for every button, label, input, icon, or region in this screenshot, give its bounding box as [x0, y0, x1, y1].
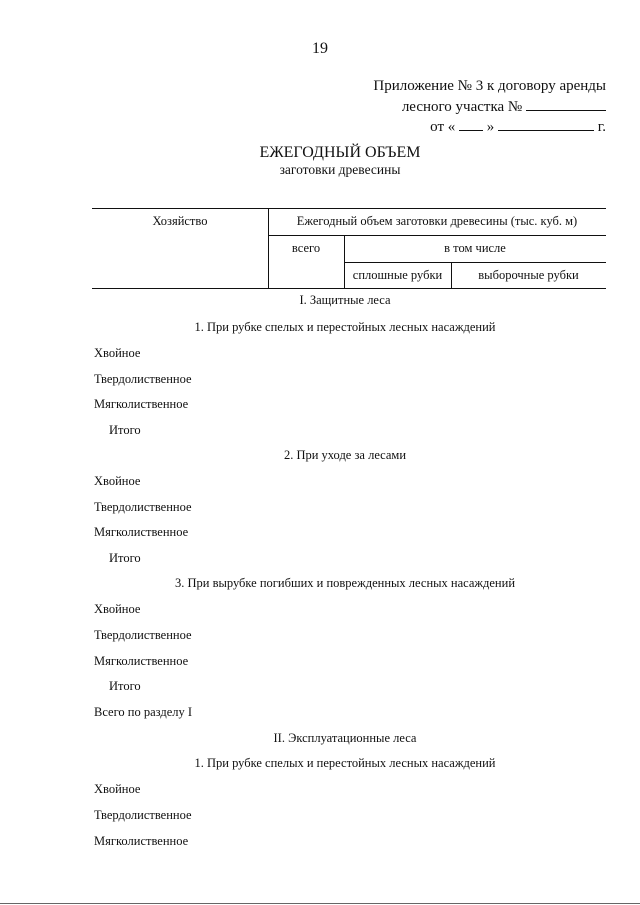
row-subtotal: Итого — [109, 423, 141, 437]
including-header-rule — [344, 262, 606, 263]
year-suffix: г. — [597, 119, 606, 135]
row-hardwood: Твердолиственное — [94, 628, 192, 642]
row-hardwood: Твердолиственное — [94, 500, 192, 514]
row-conifer: Хвойное — [94, 474, 141, 488]
row-hardwood: Твердолиственное — [94, 372, 192, 386]
appendix-line-2 — [402, 96, 606, 117]
date-quote-close: » — [486, 119, 495, 135]
volume-header-rule — [268, 235, 606, 236]
section-1-2-heading: 2. При уходе за лесами — [283, 448, 407, 462]
row-subtotal: Итого — [109, 551, 141, 565]
row-subtotal: Итого — [109, 679, 141, 693]
row-softwood: Мягколиственное — [94, 397, 189, 411]
table-bottom-rule — [92, 288, 606, 289]
date-day-blank — [459, 116, 483, 131]
section-1-heading: I. Защитные леса — [299, 293, 391, 307]
document-title: ЕЖЕГОДНЫЙ ОБЪЕМ — [259, 144, 421, 161]
date-from-label: от « — [430, 119, 456, 135]
header-farm: Хозяйство — [152, 214, 208, 228]
header-including: в том числе — [444, 241, 506, 255]
row-softwood: Мягколиственное — [94, 525, 189, 539]
date-month-blank — [498, 116, 594, 131]
row-softwood: Мягколиственное — [94, 654, 189, 668]
lease-number-blank — [526, 96, 606, 111]
header-total: всего — [291, 241, 321, 255]
section-2-1-heading: 1. При рубке спелых и перестойных лесных насаждений — [194, 756, 496, 770]
section-1-1-heading: 1. При рубке спелых и перестойных лесных насаждений — [194, 320, 496, 334]
header-annual-volume: Ежегодный объем заготовки древесины (тыс. куб. м) — [296, 214, 578, 228]
row-softwood: Мягколиственное — [94, 834, 189, 848]
appendix-line-3 — [430, 116, 606, 137]
row-hardwood: Твердолиственное — [94, 808, 192, 822]
page-number: 19 — [312, 40, 328, 57]
row-conifer: Хвойное — [94, 602, 141, 616]
document-subtitle: заготовки древесины — [279, 162, 401, 177]
page-bottom-edge — [0, 903, 640, 904]
section-2-heading: II. Эксплуатационные леса — [273, 731, 417, 745]
table-top-rule — [92, 208, 606, 209]
header-selective-cutting: выборочные рубки — [478, 268, 579, 282]
header-clear-cutting: сплошные рубки — [352, 268, 443, 282]
row-conifer: Хвойное — [94, 346, 141, 360]
section-1-3-heading: 3. При вырубке погибших и поврежденных лесных насаждений — [174, 576, 516, 590]
row-section-1-total: Всего по разделу I — [94, 705, 193, 719]
row-conifer: Хвойное — [94, 782, 141, 796]
appendix-line-1: Приложение № 3 к договору аренды — [373, 78, 606, 94]
lease-number-label: лесного участка № — [401, 99, 523, 115]
